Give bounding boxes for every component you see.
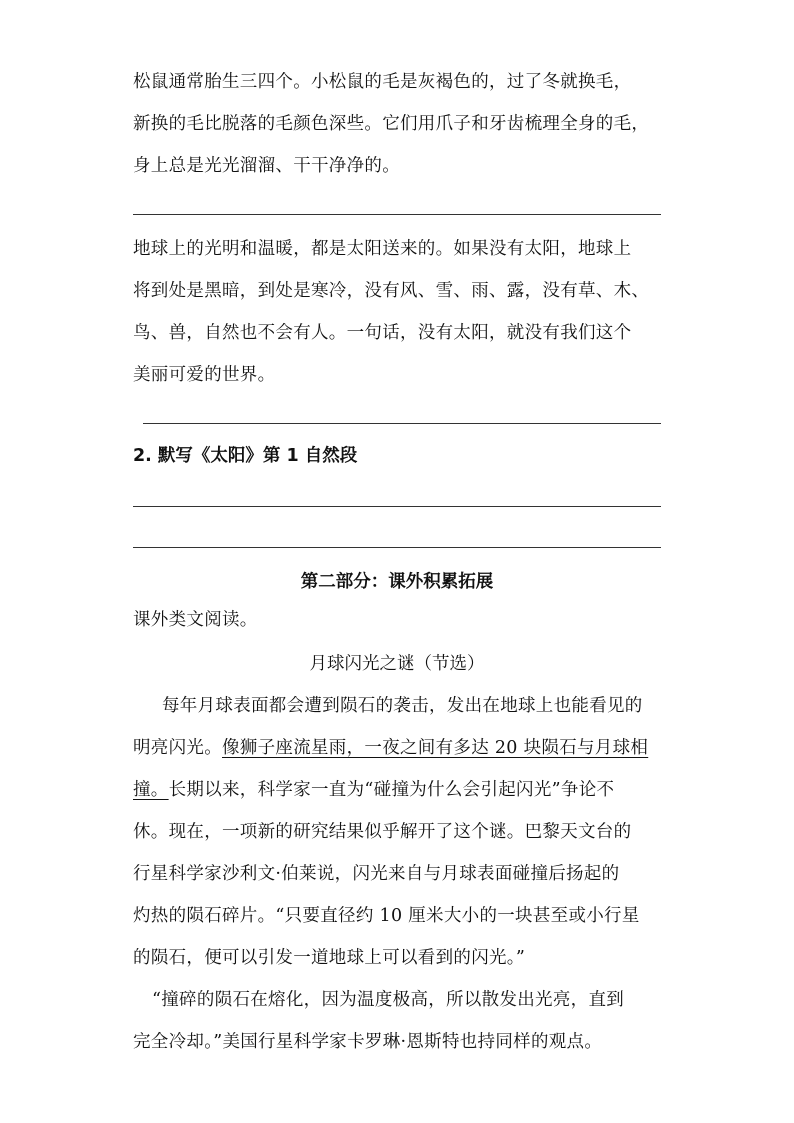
article-p1-line-3-plain: 长期以来，科学家一直为“碰撞为什么会引起闪光”争论不 [168,780,615,800]
passage-2-line-4: 美丽可爱的世界。 [133,365,276,385]
article-title: 月球闪光之谜（节选） [309,654,485,674]
article-p1-line-2 [133,736,648,760]
answer-line-2[interactable] [143,423,661,424]
underlined-sentence-part-2: 撞。 [133,780,169,800]
answer-line-4[interactable] [133,547,661,548]
article-p1-line-1: 每年月球表面都会遭到陨石的袭击，发出在地球上也能看见的 [162,696,643,716]
passage-1-line-3: 身上总是光光溜溜、干干净净的。 [133,156,400,176]
passage-2-line-3: 鸟、兽，自然也不会有人。一句话，没有太阳，就没有我们这个 [133,323,632,343]
article-p1-line-7: 的陨石，便可以引发一道地球上可以看到的闪光。” [133,948,526,968]
article-p1-line-2-plain: 明亮闪光。 [133,738,222,758]
passage-1-line-2: 新换的毛比脱落的毛颜色深些。它们用爪子和牙齿梳理全身的毛， [133,114,650,134]
passage-2-line-2: 将到处是黑暗，到处是寒冷，没有风、雪、雨、露，没有草、木、 [133,281,650,301]
article-p2-line-1: “撞碎的陨石在熔化，因为温度极高，所以散发出光亮，直到 [152,990,625,1010]
article-p1-line-4: 休。现在，一项新的研究结果似乎解开了这个谜。巴黎天文台的 [133,822,632,842]
article-p1-line-3 [133,778,614,802]
answer-line-3[interactable] [133,506,661,507]
passage-2-line-1: 地球上的光明和温暖，都是太阳送来的。如果没有太阳，地球上 [133,239,632,259]
article-p1-line-6: 灼热的陨石碎片。“只要直径约 10 厘米大小的一块甚至或小行星 [133,906,640,926]
part-two-instruction: 课外类文阅读。 [133,610,258,630]
answer-line-1[interactable] [133,214,661,215]
article-p2-line-2: 完全冷却。”美国行星科学家卡罗琳·恩斯特也持同样的观点。 [133,1032,603,1052]
question-2-heading: 2. 默写《太阳》第 1 自然段 [133,446,358,466]
part-two-title: 第二部分：课外积累拓展 [300,572,494,592]
underlined-sentence-part-1: 像狮子座流星雨，一夜之间有多达 20 块陨石与月球相 [222,738,649,758]
article-p1-line-5: 行星科学家沙利文·伯莱说，闪光来自与月球表面碰撞后扬起的 [133,864,620,884]
passage-1-line-1: 松鼠通常胎生三四个。小松鼠的毛是灰褐色的，过了冬就换毛， [133,72,632,92]
